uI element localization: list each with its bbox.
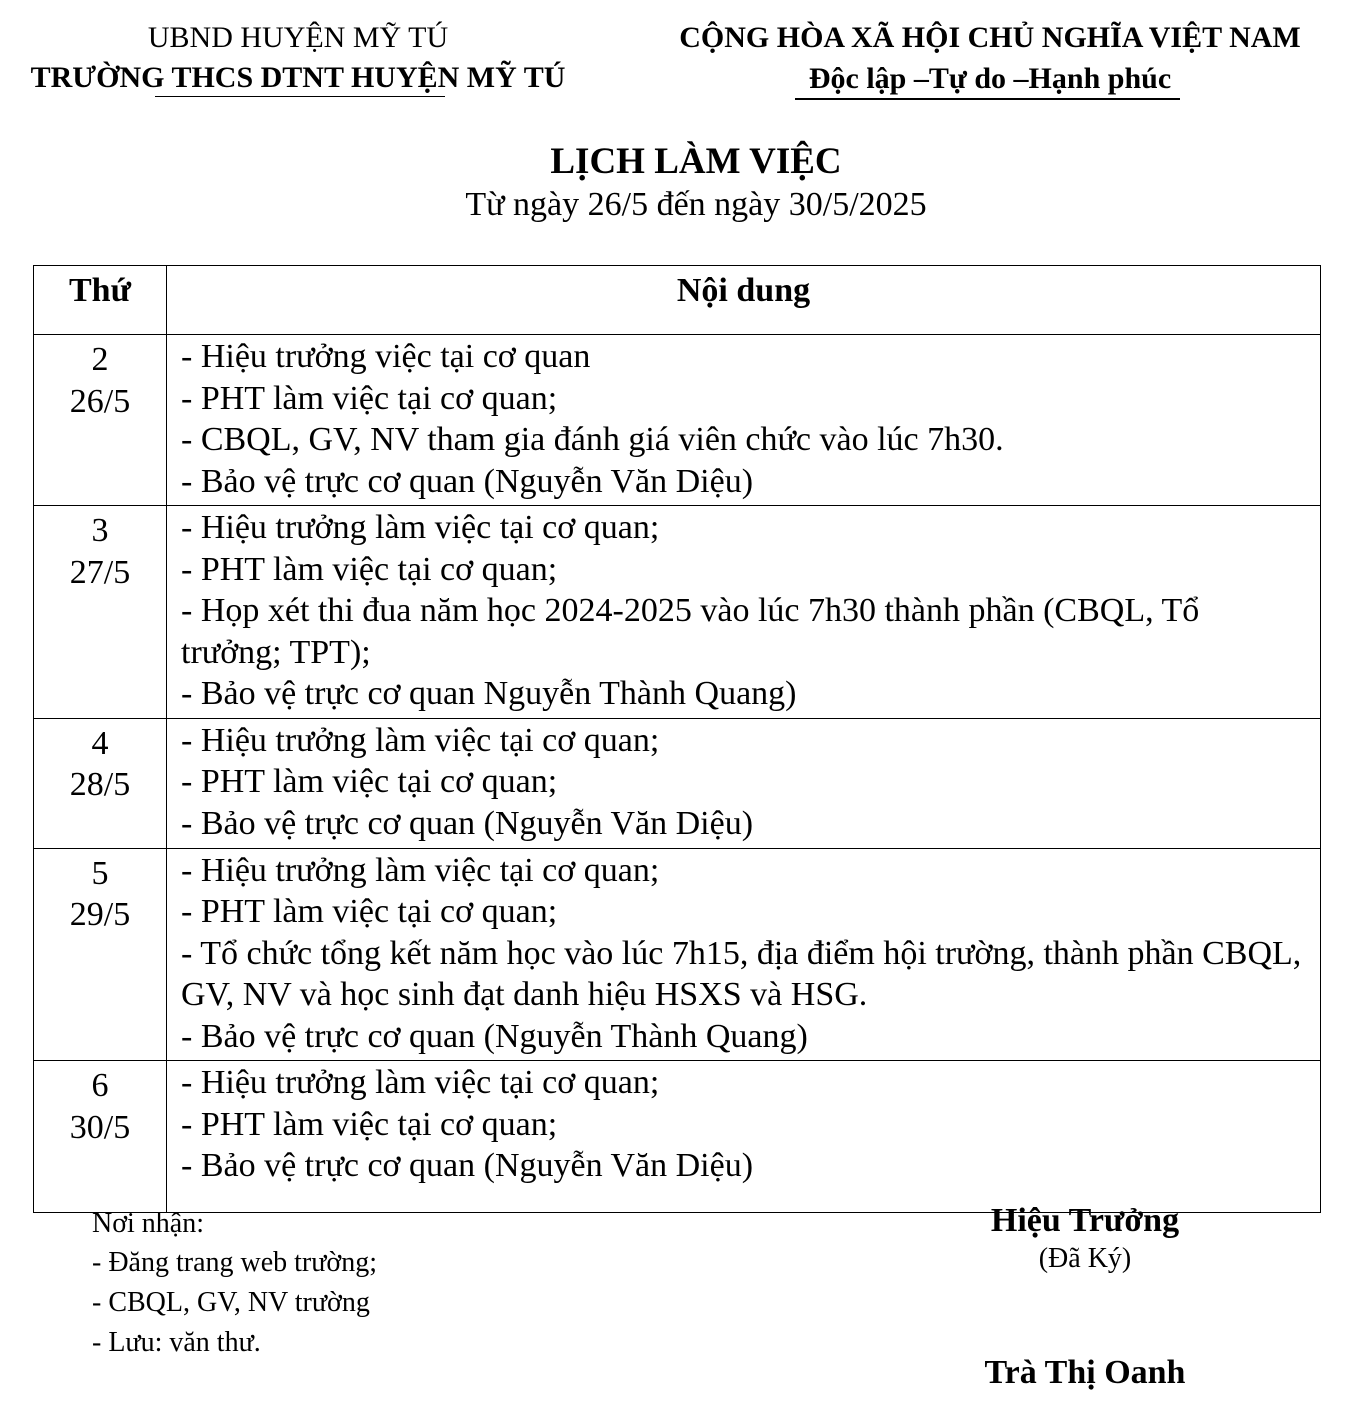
schedule-item: - CBQL, GV, NV tham gia đánh giá viên chức vào lúc 7h30.	[181, 421, 1004, 458]
schedule-item: - Hiệu trưởng việc tại cơ quan	[181, 338, 591, 375]
recipient-item: - Lưu: văn thư.	[92, 1327, 261, 1358]
document-title: LỊCH LÀM VIỆC	[550, 141, 842, 182]
date: 27/5	[69, 553, 131, 591]
recipients	[92, 1205, 377, 1363]
date: 29/5	[69, 896, 131, 933]
motto-underline	[795, 98, 1180, 100]
recipient-item: - CBQL, GV, NV trường	[92, 1287, 370, 1318]
weekday: 5	[91, 854, 109, 892]
weekday: 4	[91, 724, 109, 762]
schedule-item: - Bảo vệ trực cơ quan (Nguyễn Văn Diệu)	[181, 462, 754, 500]
recipient-item: - Đăng trang web trường;	[92, 1247, 378, 1278]
nation-name: CỘNG HÒA XÃ HỘI CHỦ NGHĨA VIỆT NAM	[679, 21, 1301, 54]
signer-name: Trà Thị Oanh	[984, 1354, 1186, 1391]
motto: Độc lập –Tự do –Hạnh phúc	[808, 62, 1172, 95]
date: 30/5	[69, 1108, 131, 1146]
table-row	[34, 848, 1321, 1061]
schedule-item: - Họp xét thi đua năm học 2024-2025 vào lúc 7h30 thành phần (CBQL, Tổ trưởng; TPT);	[181, 592, 1200, 671]
column-header-content: Nội dung	[167, 266, 1321, 335]
signed-note: (Đã Ký)	[1038, 1243, 1132, 1274]
schedule-item: - Hiệu trưởng làm việc tại cơ quan;	[181, 509, 660, 546]
weekday: 3	[91, 512, 109, 549]
schedule-item: - Hiệu trưởng làm việc tại cơ quan;	[181, 1064, 660, 1101]
date: 26/5	[69, 382, 131, 420]
recipients-label: Nơi nhận:	[92, 1208, 205, 1239]
schedule-item: - PHT làm việc tại cơ quan;	[181, 379, 558, 417]
header-right	[640, 18, 1340, 100]
day-cell	[34, 1061, 167, 1213]
schedule-item: - PHT làm việc tại cơ quan;	[181, 1105, 558, 1143]
table-row	[34, 335, 1321, 506]
schedule-item: - Hiệu trưởng làm việc tại cơ quan;	[181, 721, 660, 759]
content-cell	[167, 335, 1321, 506]
header-left	[0, 18, 596, 98]
content-cell	[167, 718, 1321, 848]
signature-block	[930, 1200, 1240, 1276]
table-header-row	[34, 266, 1321, 335]
schedule-item: - Bảo vệ trực cơ quan Nguyễn Thành Quang)	[181, 675, 797, 712]
agency-name: UBND HUYỆN MỸ TÚ	[147, 21, 449, 54]
day-cell	[34, 506, 167, 719]
signer-title: Hiệu Trưởng	[990, 1202, 1180, 1239]
document-subtitle: Từ ngày 26/5 đến ngày 30/5/2025	[465, 186, 927, 223]
date: 28/5	[69, 766, 131, 803]
column-header-day: Thứ	[34, 266, 167, 335]
schedule-item: - Bảo vệ trực cơ quan (Nguyễn Văn Diệu)	[181, 1147, 754, 1184]
schedule-item: - PHT làm việc tại cơ quan;	[181, 763, 558, 800]
day-cell	[34, 335, 167, 506]
table-row	[34, 1061, 1321, 1213]
schedule-item: - PHT làm việc tại cơ quan;	[181, 893, 558, 930]
school-name: TRƯỜNG THCS DTNT HUYỆN MỸ TÚ	[30, 61, 566, 94]
content-cell	[167, 1061, 1321, 1213]
day-cell	[34, 848, 167, 1061]
weekday: 6	[91, 1067, 109, 1104]
schedule-item: - Tổ chức tổng kết năm học vào lúc 7h15, địa điểm hội trường, thành phần CBQL, GV, NV và học sinh đạt danh hiệu HSXS và HSG.	[181, 934, 1302, 1013]
schedule-table	[33, 265, 1321, 1213]
schedule-item: - Bảo vệ trực cơ quan (Nguyễn Thành Quang)	[181, 1017, 808, 1055]
weekday: 2	[91, 341, 109, 378]
schedule-item: - Hiệu trưởng làm việc tại cơ quan;	[181, 851, 660, 889]
table-row	[34, 718, 1321, 848]
day-cell	[34, 718, 167, 848]
content-cell	[167, 848, 1321, 1061]
schedule-item: - PHT làm việc tại cơ quan;	[181, 550, 558, 588]
content-cell	[167, 506, 1321, 719]
schedule-item: - Bảo vệ trực cơ quan (Nguyễn Văn Diệu)	[181, 804, 754, 842]
school-underline	[155, 96, 445, 97]
table-row	[34, 506, 1321, 719]
